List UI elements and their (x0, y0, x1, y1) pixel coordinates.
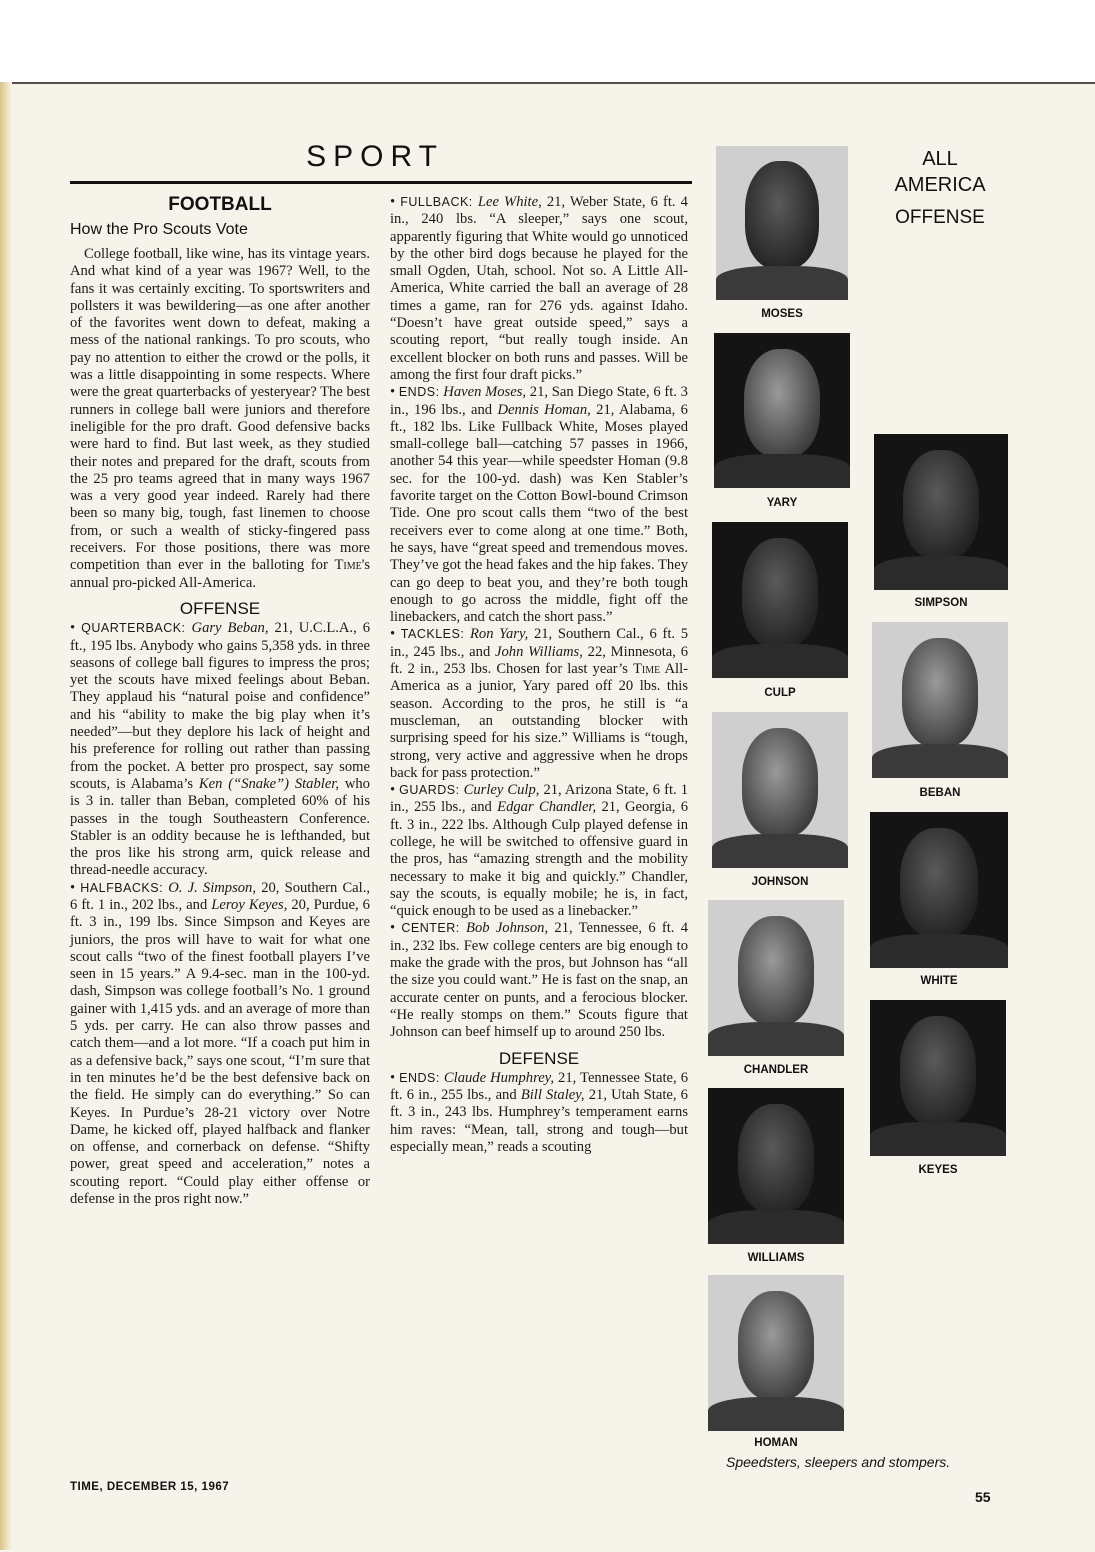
fb-paragraph: • FULLBACK: Lee White, 21, Weber State, 6 ft. 4 in., 240 lbs. “A sleeper,” says one scout, apparently figuring that White would go unnoticed by the other bird dogs because he played for the small Ogden, Utah, school. Not so. A Little All-America, White carried the ball an average of 28 times a game, ran for 276 yds. against Idaho. “Doesn’t have great outside speed,” says a scouting report, “but really tough inside. An excellent blocker on both runs and passes. Will be among the first four draft picks.” (390, 194, 688, 383)
player-photo-moses (716, 146, 848, 300)
time-brand: Time (633, 661, 661, 678)
photo-caption-culp: CULP (764, 687, 796, 699)
def-ends-paragraph: • ENDS: Claude Humphrey, 21, Tennessee State, 6 ft. 6 in., 255 lbs., and Bill Staley, 21, Utah State, 6 ft. 3 in., 243 lbs. Humphrey’s temperament earns him raves: “Mean, tall, strong and tough—but especially mean,” reads a scouting (390, 1069, 689, 1156)
photo-caption-yary: YARY (766, 497, 798, 509)
time-brand: Time (334, 557, 362, 574)
section-rule (70, 181, 692, 184)
ends-paragraph: • ENDS: Haven Moses, 21, San Diego State, 6 ft. 3 in., 196 lbs., and Dennis Homan, 21, Alabama, 6 ft., 182 lbs. Like Fullback White, Moses played small-college ball—catching 57 passes in 1966, another 54 this year—while speedster Homan (9.8 sec. for the 100-yd. dash) was Ken Stabler’s favorite target on the Cotton Bowl-bound Crimson Tide. One pro scout calls them “two of the best receivers ever to come along at one time.” Both, he says, have “great speed and tremendous moves. They’ve got the head fakes and the hip fakes. They can go deep to beat you, and they’re both tough enough to go across the middle, fight off the linebackers, and catch the short pass.” (390, 384, 688, 626)
defense-heading: DEFENSE (498, 1048, 580, 1068)
photo-caption-white: WHITE (920, 975, 958, 987)
center-paragraph: • CENTER: Bob Johnson, 21, Tennessee, 6 ft. 4 in., 232 lbs. Few college centers are big enough to make the grade with the pros, but Johnson has “all the size you could want.” He is fast on the snap, an accurate center on punts, and a ferocious blocker. “He really stomps on them.” Scouts figure that Johnson can beef himself up to around 250 lbs. (390, 920, 689, 1041)
player-photo-homan (708, 1275, 844, 1431)
page-spine (0, 82, 12, 1550)
player-photo-williams (708, 1088, 844, 1244)
player-photo-johnson (712, 712, 848, 868)
photo-caption-homan: HOMAN (754, 1437, 798, 1449)
guards-paragraph: • GUARDS: Curley Culp, 21, Arizona State, 6 ft. 1 in., 255 lbs., and Edgar Chandler, 21, Georgia, 6 ft. 3 in., 222 lbs. Although Culp played defense in college, he will be switched to offensive guard in the pros, has “amazing strength and the mobility necessary to make it big and quickly.” Chandler, say the scouts, is equally mobile; he is, in fact, “quick enough to be used as a linebacker.” (390, 782, 688, 920)
article-column-1 (70, 246, 370, 1208)
issue-date: TIME, DECEMBER 15, 1967 (70, 1481, 230, 1493)
photo-caption-chandler: CHANDLER (743, 1064, 809, 1076)
player-photo-white (870, 812, 1008, 968)
article-column-2 (390, 194, 688, 1156)
section-heading: SPORT (306, 140, 444, 173)
photo-caption-johnson: JOHNSON (751, 876, 809, 888)
intro-paragraph: College football, like wine, has its vintage years. And what kind of a year was 1967? Well, to the fans it was certainly exciting. To sportswriters and pollsters it was bewildering—as one after another of the favorites went down to defeat, making a mess of the national rankings. To pro scouts, who pay no attention to either the crowd or the polls, it was a little disappointing in some respects. Where were the great quarterbacks of yesteryear? The best runners in college ball were juniors and therefore ineligible for the pro draft. Good defensive backs were hard to find. But last week, as they studied their notes and prepared for the draft, scouts from the 25 pro teams agreed that in many ways 1967 was a very good year indeed. Rarely had there been so many big, tough, fast linemen to choose from, or such a wealth of sticky-fingered pass receivers. For those positions, there was more competition than ever in the balloting for Time's annual pro-picked All-America. (70, 246, 371, 591)
hb-paragraph: • HALFBACKS: O. J. Simpson, 20, Southern Cal., 6 ft. 1 in., 202 lbs., and Leroy Keyes, 20, Purdue, 6 ft. 3 in., 199 lbs. Since Simpson and Keyes are juniors, the pros will have to wait for what one scout calls “two of the finest football players I’ve seen in 15 years.” A 9.4-sec. man in the 100-yd. dash, Simpson was college football’s No. 1 ground gainer with 1,415 yds. and an average of more than 5 yds. per carry. He can also throw passes and catch them—and a lot more. “If a coach put him in as a defensive back,” says one scout, “I’m sure that in ten minutes he’d be the best defensive back on the field. He simply can do everything.” So can Keyes. In Purdue’s 28-21 victory over Notre Dame, he kicked off, played halfback and flanker on offense, and cornerback on defense. “Shifty power, great speed and acceleration,” notes a scouting report. “Could play either offense or defense in the pros right now.” (70, 879, 371, 1208)
photo-caption-beban: BEBAN (919, 787, 961, 799)
photo-caption-williams: WILLIAMS (747, 1252, 805, 1264)
player-photo-culp (712, 522, 848, 678)
all-america-subtitle: OFFENSE (895, 207, 985, 228)
qb-paragraph: • QUARTERBACK: Gary Beban, 21, U.C.L.A., 6 ft., 195 lbs. Anybody who gains 5,358 yds. in three seasons of college ball figures to impress the pros; yet the scouts have mixed feelings about Beban. They applaud his “natural poise and confidence” and his “ability to make the big play when it’s needed”—but they deplore his lack of height and his preference for rolling out rather than passing from the pocket. A better pro prospect, say some scouts, is Alabama’s Ken (“Snake”) Stabler, who is 3 in. taller than Beban, completed 60% of his passes in the tough Southeastern Conference. Stabler is an oddity because he is lefthanded, but the pros like his strong arm, quick release and thread-needle accuracy. (70, 620, 371, 879)
article-headline: How the Pro Scouts Vote (70, 221, 248, 238)
player-photo-yary (714, 333, 850, 488)
offense-heading: OFFENSE (179, 598, 261, 618)
player-photo-chandler (708, 900, 844, 1056)
article-kicker: FOOTBALL (168, 194, 272, 215)
photo-caption-keyes: KEYES (918, 1164, 958, 1176)
photo-caption-simpson: SIMPSON (914, 597, 968, 609)
player-photo-simpson (874, 434, 1008, 590)
photo-group-caption: Speedsters, sleepers and stompers. (726, 1454, 951, 1470)
page-number: 55 (975, 1489, 991, 1505)
player-photo-keyes (870, 1000, 1006, 1156)
player-photo-beban (872, 622, 1008, 778)
all-america-title: ALL AMERICA (894, 148, 986, 196)
tackles-paragraph: • TACKLES: Ron Yary, 21, Southern Cal., 6 ft. 5 in., 245 lbs., and John Williams, 22, Minnesota, 6 ft. 2 in., 253 lbs. Chosen for last year’s Time All-America as a junior, Yary pared off 20 lbs. this season. According to the pros, he still is “a muscleman, an outstanding blocker with surprising speed for his size.” Williams is “tough, strong, very active and aggressive when he drops back for pass protection.” (390, 626, 689, 781)
photo-caption-moses: MOSES (761, 308, 803, 320)
